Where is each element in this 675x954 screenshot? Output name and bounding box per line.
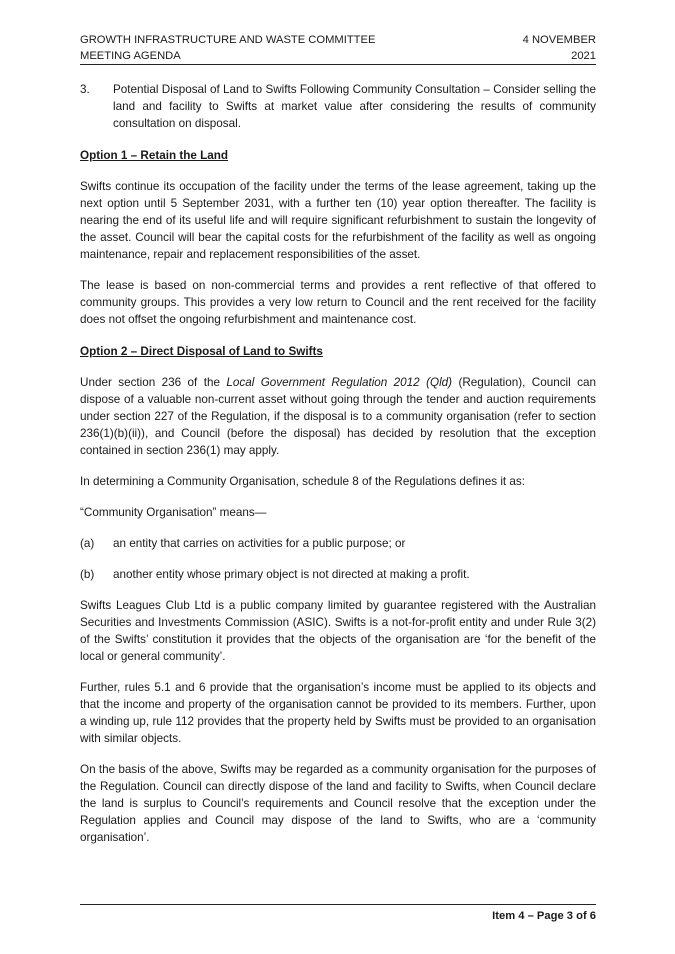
option2-paragraph-6: On the basis of the above, Swifts may be regarded as a community organisation for the purposes of the Regulation. Council can directly dispose of the land and facility to Swifts, when Council declare the land is surplus to Council’s requirements and Council resolve that the exception under the Regulation applies and Council may dispose of the land to Swifts, who are a ‘community organisation’. [80,763,596,844]
document-body [80,81,596,860]
option2-paragraph-4: Swifts Leagues Club Ltd is a public company limited by guarantee registered with the Australian Securities and Investments Commission (ASIC). Swifts is a not-for-profit entity and under Rule 3(2) of the Swifts’ constitution it provides that the objects of the organisation are ‘for the benefit of the local or general community’. [80,599,596,663]
header-committee-name: GROWTH INFRASTRUCTURE AND WASTE COMMITTEE [80,34,376,46]
list-item-label: (a) [80,537,95,550]
item-number: 3. [80,83,90,96]
page-number-label: Item 4 – Page 3 of 6 [492,910,596,922]
list-item [80,535,596,552]
option2-heading: Option 2 – Direct Disposal of Land to Swifts [80,345,323,358]
option2-paragraph-5: Further, rules 5.1 and 6 provide that the organisation’s income must be applied to its objects and that the income and property of the organisation cannot be provided to its members. Further, upon a winding up, rule 112 provides that the property held by Swifts must be provided to an organisation with similar objects. [80,681,596,745]
page-header [80,32,596,64]
footer-divider [80,904,596,905]
header-document-type: MEETING AGENDA [80,50,181,62]
list-item [80,566,596,583]
option1-paragraph-1: Swifts continue its occupation of the facility under the terms of the lease agreement, taking up the next option until 5 September 2031, with a further ten (10) year option thereafter. The facility is nearing the end of its useful life and will require significant refurbishment to sustain the longevity of the asset. Council will bear the capital costs for the refurbishment of the facility as well as ongoing maintenance, repair and replacement responsibilities of the asset. [80,180,596,261]
option1-paragraph-2: The lease is based on non-commercial terms and provides a rent reflective of that offered to community groups. This provides a very low return to Council and the rent received for the facility does not offset the ongoing refurbishment and maintenance cost. [80,279,596,326]
header-date-year: 2021 [571,50,596,62]
numbered-item-3 [80,81,596,132]
regulation-title: Local Government Regulation 2012 (Qld) [226,376,453,389]
list-item-text: an entity that carries on activities for a public purpose; or [113,537,406,550]
option2-paragraph-2: In determining a Community Organisation, schedule 8 of the Regulations defines it as: [80,475,526,488]
item-text: Potential Disposal of Land to Swifts Following Community Consultation – Consider selling the land and facility to Swifts at market value after considering the results of community consultation on disposal. [113,83,596,130]
option2-paragraph-1-start: Under section 236 of the [80,376,227,389]
option2-paragraph-1-rest: (Regulation), Council can dispose of a valuable non-current asset without going through the tender and auction requirements under section 227 of the Regulation, if the disposal is to a community organisation (refer to section 236(1)(b)(ii)), and Council (before the disposal) has decided by resolution that the exception contained in section 236(1) may apply. [80,376,596,457]
list-item-label: (b) [80,568,95,581]
header-date-day: 4 NOVEMBER [522,34,596,46]
option1-heading: Option 1 – Retain the Land [80,149,229,162]
option2-paragraph-3: “Community Organisation” means— [80,506,267,519]
option2-paragraph-1 [80,374,596,459]
list-item-text: another entity whose primary object is not directed at making a profit. [113,568,470,581]
document-page [80,0,596,954]
header-divider [80,64,596,65]
